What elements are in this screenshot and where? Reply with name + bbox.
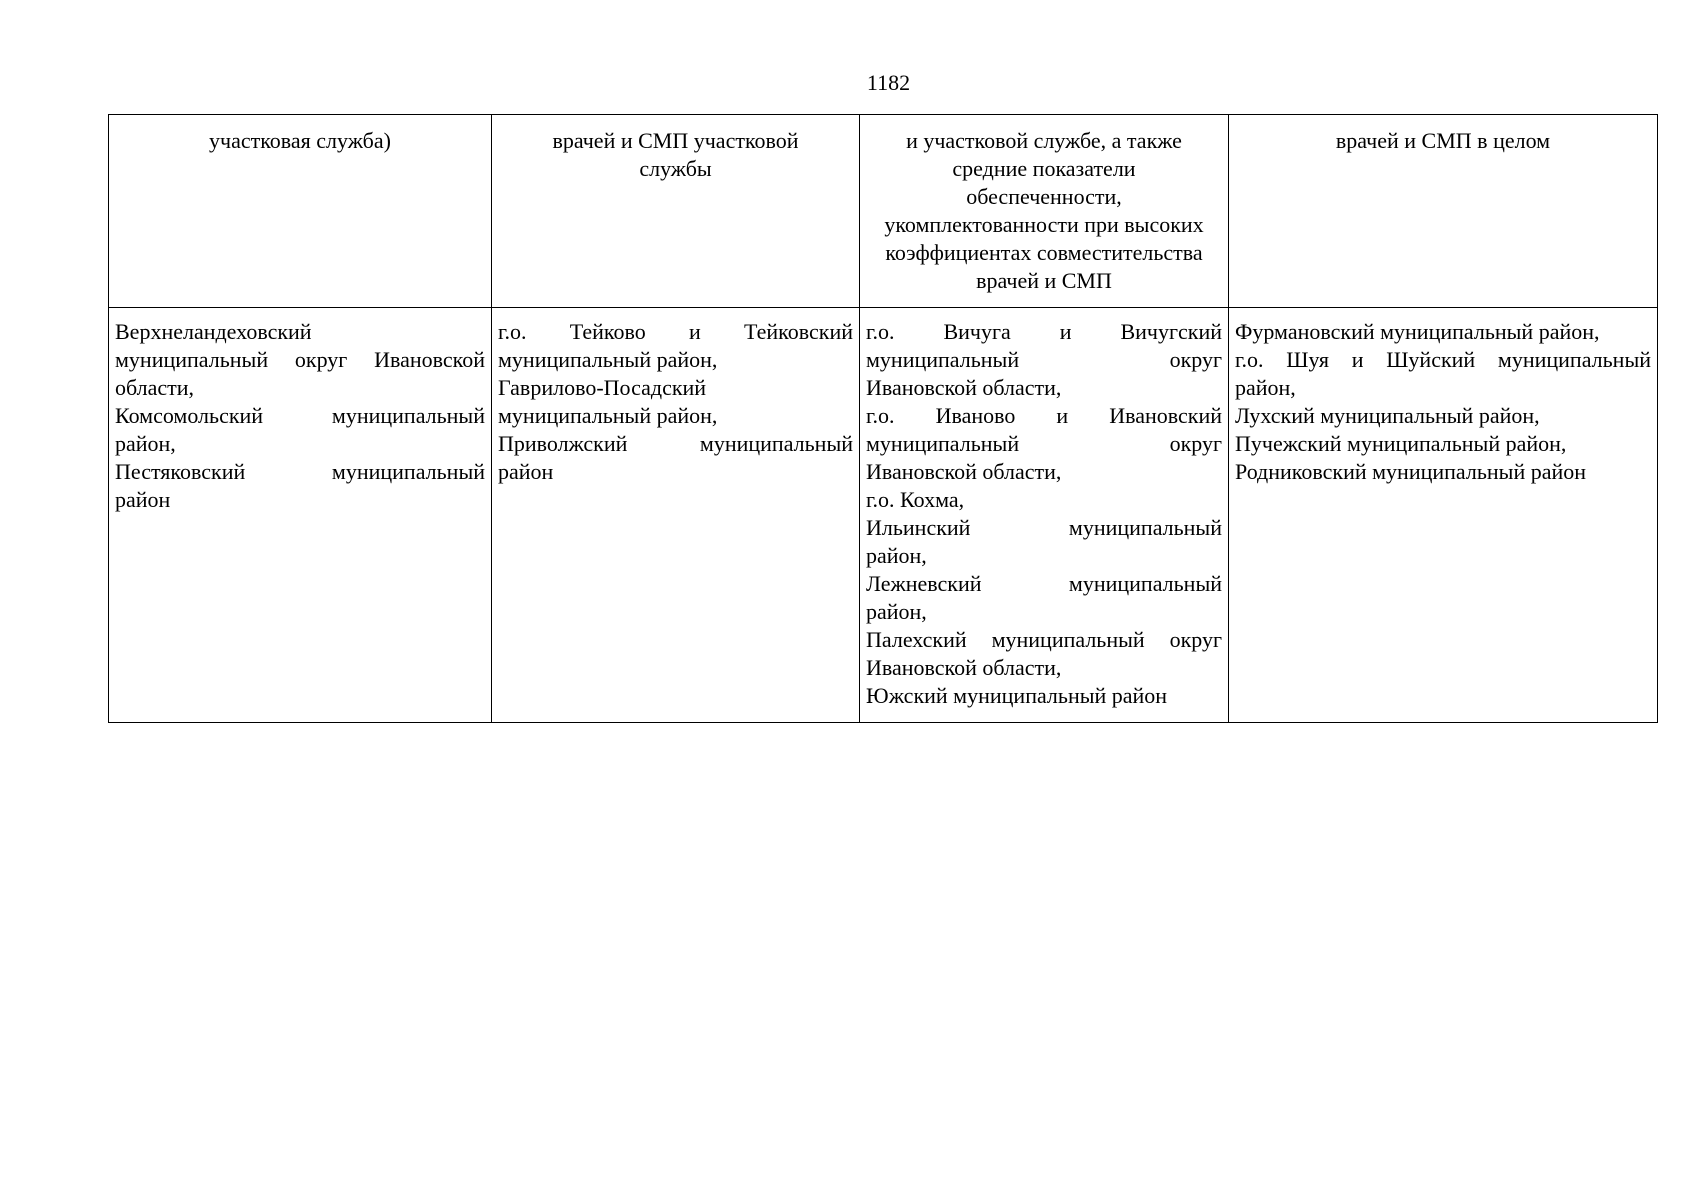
body-cell-3	[860, 308, 1229, 723]
cell-text-line: врачей и СМП	[976, 268, 1112, 293]
cell-text-line: г.о. Иваново и Ивановский	[866, 403, 1222, 428]
cell-text-line: службы	[639, 156, 712, 181]
cell-text-line: Ильинский муниципальный	[866, 515, 1222, 540]
cell-text-line: и участковой службе, а также	[906, 128, 1182, 153]
cell-text-line: Ивановской области,	[866, 655, 1062, 680]
cell-text-line: муниципальный округ	[866, 431, 1222, 456]
cell-text-line: Фурмановский муниципальный район,	[1235, 319, 1600, 344]
cell-text-line: район,	[866, 543, 927, 568]
cell-text-line: Верхнеландеховский	[115, 319, 312, 344]
cell-text-line: район,	[1235, 375, 1296, 400]
cell-text-line: муниципальный район,	[498, 403, 718, 428]
cell-text-line: врачей и СМП в целом	[1335, 128, 1551, 153]
cell-text-line: район	[115, 487, 171, 512]
page-number: 1182	[866, 70, 911, 95]
cell-text-line: области,	[115, 375, 195, 400]
cell-text-line: Гаврилово-Посадский	[498, 375, 707, 400]
body-cell-1	[109, 308, 492, 723]
cell-text-line: Лухский муниципальный район,	[1235, 403, 1540, 428]
cell-text-line: Ивановской области,	[866, 375, 1062, 400]
cell-text-line: коэффициентах совместительства	[885, 240, 1203, 265]
cell-text-line: муниципальный район,	[498, 347, 718, 372]
cell-text-line: участковая служба)	[209, 128, 391, 153]
body-cell-2	[492, 308, 860, 723]
cell-text-line: Родниковский муниципальный район	[1235, 459, 1587, 484]
header-cell-2	[492, 115, 860, 308]
cell-text-line: Ивановской области,	[866, 459, 1062, 484]
body-cell-4	[1229, 308, 1658, 723]
cell-text-line: Приволжский муниципальный	[498, 431, 853, 456]
cell-text-line: район	[498, 459, 554, 484]
cell-text-line: Комсомольский муниципальный	[115, 403, 485, 428]
cell-text-line: Палехский муниципальный округ	[866, 627, 1222, 652]
table-row	[109, 308, 1658, 723]
table-header-row	[109, 115, 1658, 308]
cell-text-line: Южский муниципальный район	[866, 683, 1168, 708]
cell-text-line: муниципальный округ	[866, 347, 1222, 372]
cell-text-line: г.о. Шуя и Шуйский муниципальный	[1235, 347, 1651, 372]
cell-text-line: Пучежский муниципальный район,	[1235, 431, 1567, 456]
cell-text-line: обеспеченности,	[966, 184, 1122, 209]
header-cell-1	[109, 115, 492, 308]
cell-text-line: средние показатели	[952, 156, 1136, 181]
cell-text-line: укомплектованности при высоких	[884, 212, 1204, 237]
cell-text-line: Лежневский муниципальный	[866, 571, 1222, 596]
cell-text-line: г.о. Вичуга и Вичугский	[866, 319, 1222, 344]
header-cell-3	[860, 115, 1229, 308]
cell-text-line: район,	[866, 599, 927, 624]
cell-text-line: муниципальный округ Ивановской	[115, 347, 485, 372]
header-cell-4	[1229, 115, 1658, 308]
cell-text-line: район,	[115, 431, 176, 456]
cell-text-line: Пестяковский муниципальный	[115, 459, 485, 484]
cell-text-line: г.о. Тейково и Тейковский	[498, 319, 853, 344]
districts-table	[108, 114, 1658, 723]
cell-text-line: врачей и СМП участковой	[552, 128, 799, 153]
cell-text-line: г.о. Кохма,	[866, 487, 965, 512]
